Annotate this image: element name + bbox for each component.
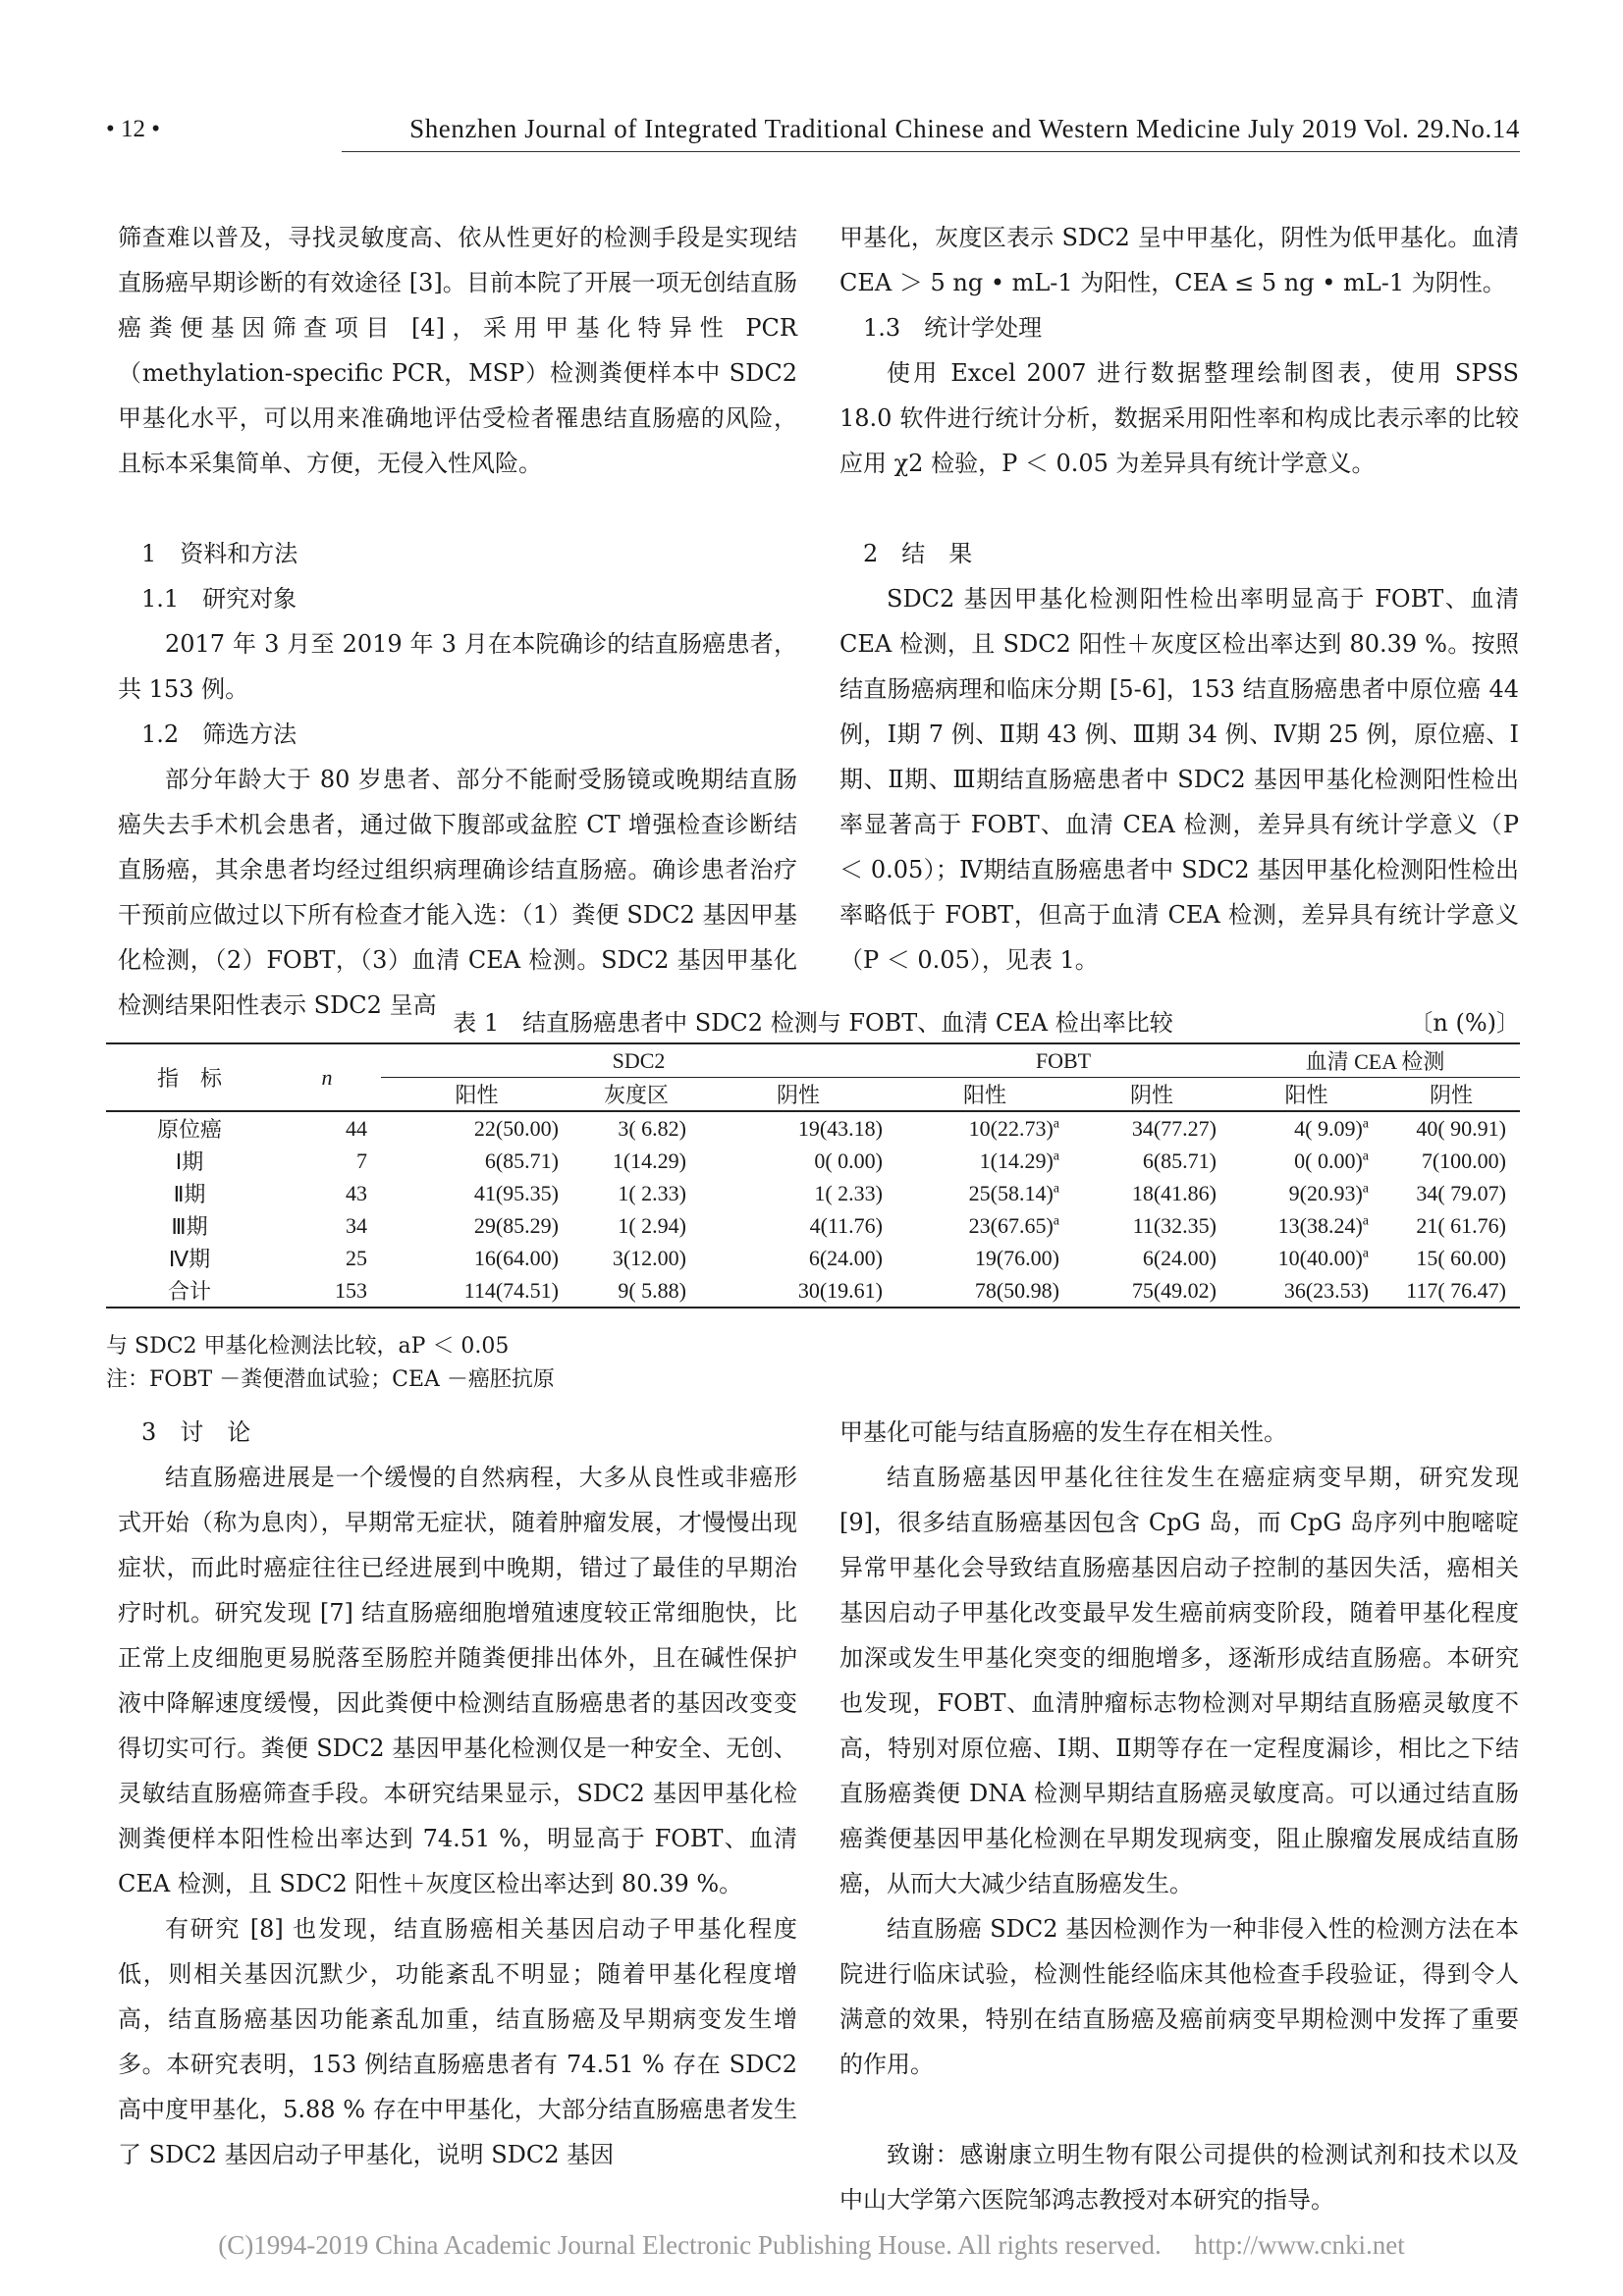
table-note-abbreviations: 注：FOBT －粪便潜血试验；CEA －癌胚抗原: [106, 1367, 555, 1392]
table-cell: 1( 2.33): [618, 1180, 686, 1205]
table-cell: 75(49.02): [1073, 1274, 1230, 1308]
table-cell: 3(12.00): [612, 1245, 686, 1270]
table-caption: [106, 1003, 1520, 1042]
header-cea: 血清 CEA 检测: [1230, 1043, 1520, 1078]
right-column-bottom: [839, 1410, 1519, 2222]
header-cea-positive: 阳性: [1230, 1078, 1382, 1112]
table-cell: 117( 76.47): [1382, 1274, 1520, 1308]
table-cell: 15( 60.00): [1416, 1245, 1506, 1270]
table-cell: 34(77.27): [1131, 1115, 1217, 1141]
table-cell: 30(19.61): [700, 1274, 896, 1308]
table-cell: 29(85.29): [473, 1212, 559, 1238]
section-1-3-heading: 1.3 统计学处理: [863, 314, 1043, 342]
screening-method-paragraph: 部分年龄大于 80 岁患者、部分不能耐受肠镜或晚期结直肠癌失去手术机会患者，通过做下腹部或盆腔 CT 增强检查诊断结直肠癌，其余患者均经过组织病理确诊结直肠癌。确诊患者治疗干预前应做过以下所有检查才能入选：（1）粪便 SDC2 基因甲基化检测，（2）FOBT，（3）血清 CEA 检测。SDC2 基因甲基化检测结果阳性表示 SDC2 呈高: [118, 766, 797, 1019]
header-fobt: FOBT: [896, 1043, 1230, 1078]
table-cell: $10(40.00)^a$: [1277, 1245, 1369, 1270]
statistics-paragraph: 使用 Excel 2007 进行数据整理绘制图表，使用 SPSS 18.0 软件进行统计分析，数据采用阳性率和构成比表示率的比较应用 χ2 检验，P ＜ 0.05 为差异具有统计学意义。: [839, 359, 1519, 477]
table-cell: 4( 9.09)$^a$: [1294, 1115, 1369, 1141]
section-3-heading: 3 讨 论: [141, 1418, 251, 1446]
table-cell: 16(64.00): [473, 1245, 559, 1270]
header-rule: [342, 151, 1520, 152]
table-cell: 21( 61.76): [1416, 1212, 1506, 1238]
table-cell: $25(58.14)^a$: [968, 1180, 1059, 1205]
table-cell: 6(24.00): [808, 1245, 883, 1270]
methylation-definition-paragraph: 甲基化，灰度区表示 SDC2 呈中甲基化，阴性为低甲基化。血清 CEA ＞ 5 ng • mL-1 为阳性，CEA ≤ 5 ng • mL-1 为阴性。: [839, 224, 1519, 296]
intro-paragraph: 筛查难以普及，寻找灵敏度高、依从性更好的检测手段是实现结直肠癌早期诊断的有效途径 [3]。目前本院了开展一项无创结直肠癌粪便基因筛查项目 [4]，采用甲基化特异性 PCR（methylation-specific PCR，MSP）检测粪便样本中 SDC2 甲基化水平，可以用来准确地评估受检者罹患结直肠癌的风险，且标本采集简单、方便，无侵入性风险。: [118, 224, 797, 477]
table-cell: $9(20.93)^a$: [1288, 1180, 1369, 1205]
table-cell: 36(23.53): [1230, 1274, 1382, 1308]
left-column-top: [118, 215, 797, 1028]
results-paragraph: SDC2 基因甲基化检测阳性检出率明显高于 FOBT、血清 CEA 检测，且 SDC2 阳性＋灰度区检出率达到 80.39 %。按照结直肠癌病理和临床分期 [5-6]，153 结直肠癌患者中原位癌 44 例，Ⅰ期 7 例、Ⅱ期 43 例、Ⅲ期 34 例、Ⅳ期 25 例，原位癌、Ⅰ期、Ⅱ期、Ⅲ期结直肠癌患者中 SDC2 基因甲基化检测阳性检出率显著高于 FOBT、血清 CEA 检测，差异具有统计学意义（P ＜ 0.05）；Ⅳ期结直肠癌患者中 SDC2 基因甲基化检测阳性检出率略低于 FOBT，但高于血清 CEA 检测，差异具有统计学意义（P ＜ 0.05），见表 1。: [839, 585, 1519, 974]
table-cell: 0( 0.00)$^a$: [1294, 1148, 1369, 1173]
copyright-footer: (C)1994-2019 China Academic Journal Electronic Publishing House. All rights reserved. http://www.cnki.net: [218, 2230, 1405, 2260]
table-body: [106, 1111, 1520, 1308]
comparison-table: [106, 1042, 1520, 1308]
table-unit: 〔n (%)〕: [1409, 1009, 1520, 1037]
table-row: [106, 1242, 1520, 1274]
discussion-paragraph-2: 有研究 [8] 也发现，结直肠癌相关基因启动子甲基化程度低，则相关基因沉默少，功能紊乱不明显；随着甲基化程度增高，结直肠癌基因功能紊乱加重，结直肠癌及早期病变发生增多。本研究表明，153 例结直肠癌患者有 74.51 % 存在 SDC2 高中度甲基化，5.88 % 存在中甲基化，大部分结直肠癌患者发生了 SDC2 基因启动子甲基化，说明 SDC2 基因: [118, 1915, 797, 2168]
section-1-heading: 1 资料和方法: [141, 540, 298, 567]
row-label: 原位癌: [156, 1117, 222, 1142]
discussion-paragraph-1: 结直肠癌进展是一个缓慢的自然病程，大多从良性或非癌形式开始（称为息肉），早期常无症状，随着肿瘤发展，才慢慢出现症状，而此时癌症往往已经进展到中晚期，错过了最佳的早期治疗时机。研究发现 [7] 结直肠癌细胞增殖速度较正常细胞快，比正常上皮细胞更易脱落至肠腔并随粪便排出体外，且在碱性保护液中降解速度缓慢，因此粪便中检测结直肠癌患者的基因改变变得切实可行。粪便 SDC2 基因甲基化检测仅是一种安全、无创、灵敏结直肠癌筛查手段。本研究结果显示，SDC2 基因甲基化检测粪便样本阳性检出率达到 74.51 %，明显高于 FOBT、血清 CEA 检测，且 SDC2 阳性＋灰度区检出率达到 80.39 %。: [118, 1464, 797, 1897]
acknowledgement: 致谢：感谢康立明生物有限公司提供的检测试剂和技术以及中山大学第六医院邹鸿志教授对本研究的指导。: [839, 2141, 1519, 2214]
table-cell: 34( 79.07): [1416, 1180, 1506, 1205]
table-cell: 7(100.00): [1421, 1148, 1506, 1173]
table-cell: $13(38.24)^a$: [1277, 1212, 1369, 1238]
research-subjects-paragraph: 2017 年 3 月至 2019 年 3 月在本院确诊的结直肠癌患者，共 153 例。: [118, 630, 797, 703]
table-row: [106, 1177, 1520, 1209]
table-cell: 34: [346, 1212, 367, 1238]
row-label: 合计: [106, 1274, 273, 1308]
table-cell: 11(32.35): [1132, 1212, 1217, 1238]
right-column-top: [839, 215, 1519, 983]
discussion-paragraph-3: 结直肠癌基因甲基化往往发生在癌症病变早期，研究发现 [9]，很多结直肠癌基因包含 CpG 岛，而 CpG 岛序列中胞嘧啶异常甲基化会导致结直肠癌基因启动子控制的基因失活，癌相关基因启动子甲基化改变最早发生癌前病变阶段，随着甲基化程度加深或发生甲基化突变的细胞增多，逐渐形成结直肠癌。本研究也发现，FOBT、血清肿瘤标志物检测对早期结直肠癌灵敏度不高，特别对原位癌、Ⅰ期、Ⅱ期等存在一定程度漏诊，相比之下结直肠癌粪便 DNA 检测早期结直肠癌灵敏度高。可以通过结直肠癌粪便基因甲基化检测在早期发现病变，阻止腺瘤发展成结直肠癌，从而大大减少结直肠癌发生。: [839, 1464, 1519, 1897]
table-row: [106, 1145, 1520, 1177]
table-cell: $1(14.29)^a$: [979, 1148, 1059, 1173]
table-cell: 6(85.71): [1142, 1148, 1217, 1173]
left-column-bottom: [118, 1410, 797, 2177]
header-sdc2-positive: 阳性: [381, 1078, 572, 1112]
table-cell: 6(85.71): [484, 1148, 559, 1173]
discussion-paragraph-4: 结直肠癌 SDC2 基因检测作为一种非侵入性的检测方法在本院进行临床试验，检测性能经临床其他检查手段验证，得到令人满意的效果，特别在结直肠癌及癌前病变早期检测中发挥了重要的作用。: [839, 1915, 1519, 2078]
table-row: [106, 1274, 1520, 1308]
journal-title: Shenzhen Journal of Integrated Traditional Chinese and Western Medicine July 2019 Vol. 29.No.14: [409, 114, 1520, 143]
table-cell: 1(14.29): [612, 1148, 686, 1173]
row-label: Ⅲ期: [171, 1214, 208, 1239]
header-fobt-positive: 阳性: [896, 1078, 1073, 1112]
table-cell: 19(43.18): [797, 1115, 883, 1141]
row-label: Ⅳ期: [168, 1247, 211, 1271]
table-row: [106, 1209, 1520, 1242]
table-cell: $10(22.73)^a$: [968, 1115, 1059, 1141]
table-notes: [106, 1330, 555, 1397]
table-cell: 3( 6.82): [618, 1115, 686, 1141]
table-cell: 0( 0.00): [814, 1148, 883, 1173]
table-cell: 40( 90.91): [1416, 1115, 1506, 1141]
table-row: [106, 1111, 1520, 1145]
header-sdc2: SDC2: [381, 1043, 896, 1078]
table-cell: 19(76.00): [974, 1245, 1059, 1270]
section-1-2-heading: 1.2 筛选方法: [141, 721, 298, 748]
table-cell: 9( 5.88): [572, 1274, 700, 1308]
header-n: n: [273, 1043, 381, 1111]
table-title: 表 1 结直肠癌患者中 SDC2 检测与 FOBT、血清 CEA 检出率比较: [453, 1009, 1173, 1037]
table-cell: 44: [346, 1115, 367, 1141]
table-cell: 4(11.76): [809, 1212, 883, 1238]
table-note-significance: 与 SDC2 甲基化检测法比较，aP ＜ 0.05: [106, 1334, 510, 1359]
row-label: Ⅰ期: [175, 1149, 204, 1174]
page-number: • 12 •: [106, 116, 161, 142]
running-header: [106, 110, 1520, 149]
table-cell: 22(50.00): [473, 1115, 559, 1141]
table-cell: 1( 2.94): [618, 1212, 686, 1238]
table-cell: 7: [356, 1148, 367, 1173]
header-sdc2-gray: 灰度区: [572, 1078, 700, 1112]
table-cell: 114(74.51): [381, 1274, 572, 1308]
table-cell: 153: [273, 1274, 381, 1308]
table-cell: 6(24.00): [1142, 1245, 1217, 1270]
table-cell: $23(67.65)^a$: [968, 1212, 1059, 1238]
table-cell: 1( 2.33): [814, 1180, 883, 1205]
table-cell: 25: [346, 1245, 367, 1270]
table-cell: 43: [346, 1180, 367, 1205]
discussion-continuation: 甲基化可能与结直肠癌的发生存在相关性。: [839, 1418, 1287, 1446]
section-2-heading: 2 结 果: [863, 540, 973, 567]
header-fobt-negative: 阴性: [1073, 1078, 1230, 1112]
table-cell: 41(95.35): [473, 1180, 559, 1205]
table-cell: 78(50.98): [896, 1274, 1073, 1308]
table-cell: 18(41.86): [1131, 1180, 1217, 1205]
header-cea-negative: 阴性: [1382, 1078, 1520, 1112]
section-1-1-heading: 1.1 研究对象: [141, 585, 298, 613]
header-indicator: 指 标: [106, 1043, 273, 1111]
row-label: Ⅱ期: [173, 1182, 206, 1206]
header-sdc2-negative: 阴性: [700, 1078, 896, 1112]
